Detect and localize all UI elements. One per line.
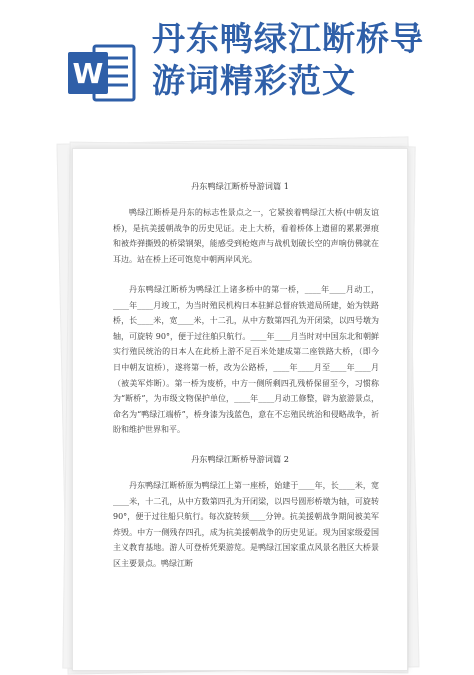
paragraph-3: 丹东鸭绿江断桥原为鸭绿江上第一座桥，始建于____年，长____米，宽____米，十二孔，从中方数第四孔为开闭梁，以四号圆形桥墩为轴，可旋转 90°，便于过往船只航行。每次旋转须____分钟。抗美援朝战争期间被美军炸毁。中方一侧残存四孔，成为抗美援朝战争的历史见证。现为国家级爱国主义教育基地。游人可登桥凭栗游览。是鸭绿江国家重点风景名胜区大桥景区主要景点。鸭绿江断 xyxy=(113,481,379,568)
title-line-2: 游词精彩范文 xyxy=(152,61,356,100)
word-document-icon xyxy=(66,40,138,106)
title-line-1: 丹东鸭绿江断桥导 xyxy=(152,19,424,58)
paragraph-1: 鸭绿江断桥是丹东的标志性景点之一，它紧挨着鸭绿江大桥(中朝友谊桥)，是抗美援朝战争的历史见证。走上大桥，看着桥体上遗留的累累弹痕和被炸弹撕毁的桥梁钢架，能感受到枪炮声与战机划破长空的声响仿佛就在耳边。站在桥上还可饱览中朝两岸风光。 xyxy=(113,208,379,264)
section-heading-1: 丹东鸭绿江断桥导游词篇 1 xyxy=(191,181,289,191)
document-page xyxy=(72,148,408,671)
paragraph-2: 丹东鸭绿江断桥为鸭绿江上诸多桥中的第一桥，____年____月动工，____年____月竣工，为当时殖民机构日本驻鲜总督府铁道局所建，始为铁路桥，长____米，宽____米，十二孔，从中方数第四孔为开闭梁，以四号墩为轴，可旋转 90°，便于过往舶只航行。____年____月当时对中国东北和朝鲜实行殖民统治的日本人在此桥上游不足百米处建成第二座铁路大桥，（即今日中朝友谊桥），遂将第一桥，改为公路桥，____年____月至____年____月（被美军炸断）。第一桥为废桥，中方一侧所剩四孔残桥保留至今，习惯称为“断桥”，为市级文物保护单位，____年____月动工修整，辟为旅游景点，命名为“鸭绿江端桥”，桥身漆为浅蓝色，意在不忘殖民统治和侵略战争，祈盼和维护世界和平。 xyxy=(113,285,379,435)
page-title xyxy=(152,18,462,102)
section-heading-2: 丹东鸭绿江断桥导游词篇 2 xyxy=(191,454,289,464)
word-logo-letter: W xyxy=(72,57,104,90)
